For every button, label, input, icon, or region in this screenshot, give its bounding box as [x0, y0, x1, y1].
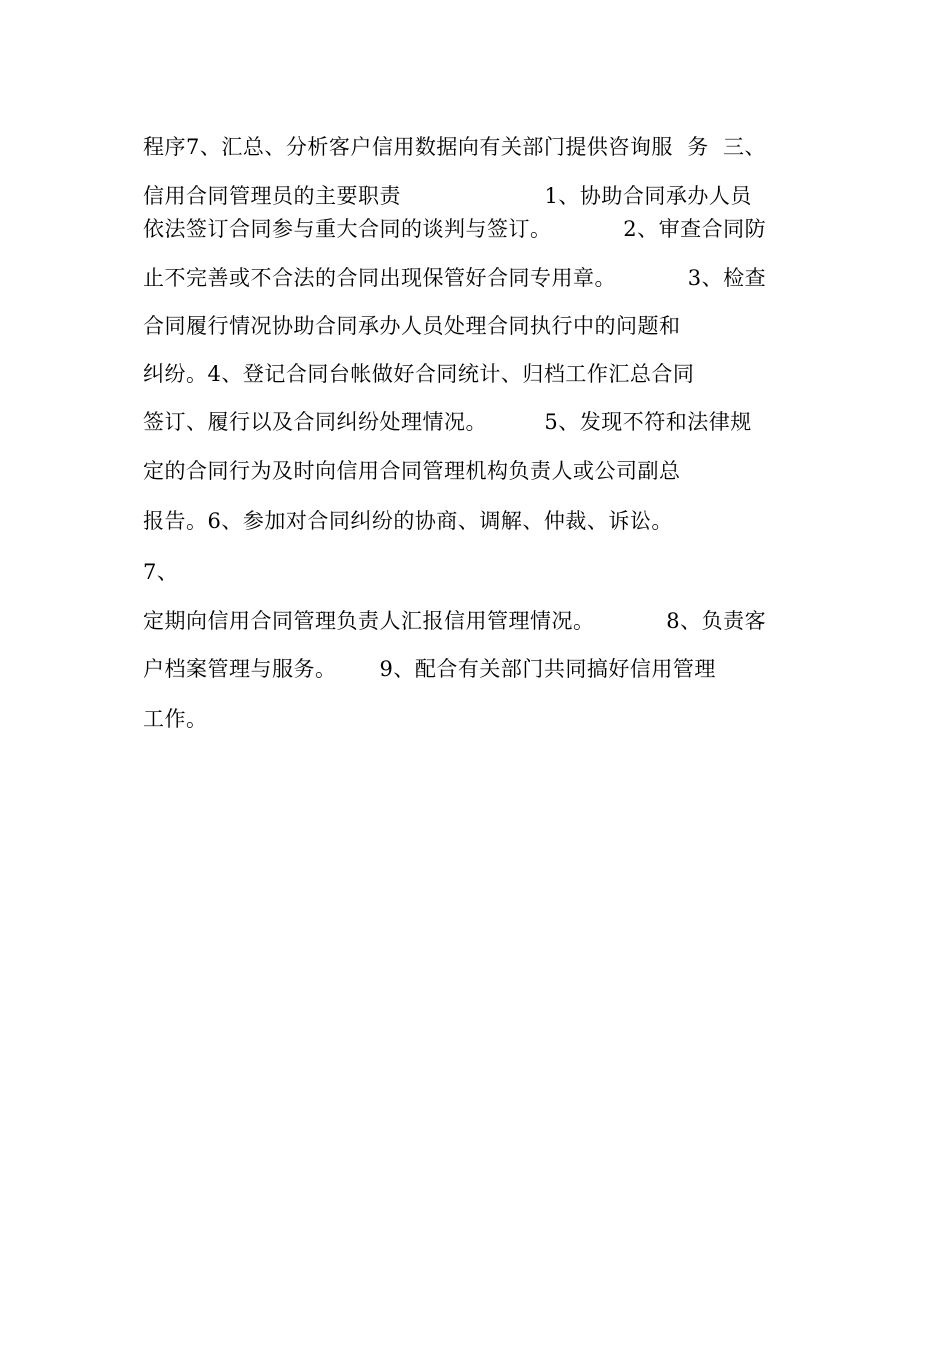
text-line-7: 签订、履行以及合同纠纷处理情况。 5、发现不符和法律规 — [143, 410, 752, 434]
text-line-13: 工作。 — [143, 707, 208, 731]
text-line-2: 信用合同管理员的主要职责 1、协助合同承办人员 — [143, 184, 752, 208]
text-line-12: 户档案管理与服务。 9、配合有关部门共同搞好信用管理 — [143, 657, 716, 681]
text-line-11: 定期向信用合同管理负责人汇报信用管理情况。 8、负责客 — [143, 609, 767, 633]
text-line-3: 依法签订合同参与重大合同的谈判与签订。 2、审查合同防 — [143, 217, 767, 241]
text-line-8: 定的合同行为及时向信用合同管理机构负责人或公司副总 — [143, 459, 681, 483]
text-line-4: 止不完善或不合法的合同出现保管好合同专用章。 3、检查 — [143, 266, 767, 290]
text-line-10: 7、 — [143, 560, 179, 584]
text-line-6: 纠纷。4、登记合同台帐做好合同统计、归档工作汇总合同 — [143, 362, 695, 386]
text-line-5: 合同履行情况协助合同承办人员处理合同执行中的问题和 — [143, 314, 681, 338]
text-line-9: 报告。6、参加对合同纠纷的协商、调解、仲裁、诉讼。 — [143, 509, 673, 533]
text-line-1: 程序7、汇总、分析客户信用数据向有关部门提供咨询服 务 三、 — [143, 135, 767, 159]
